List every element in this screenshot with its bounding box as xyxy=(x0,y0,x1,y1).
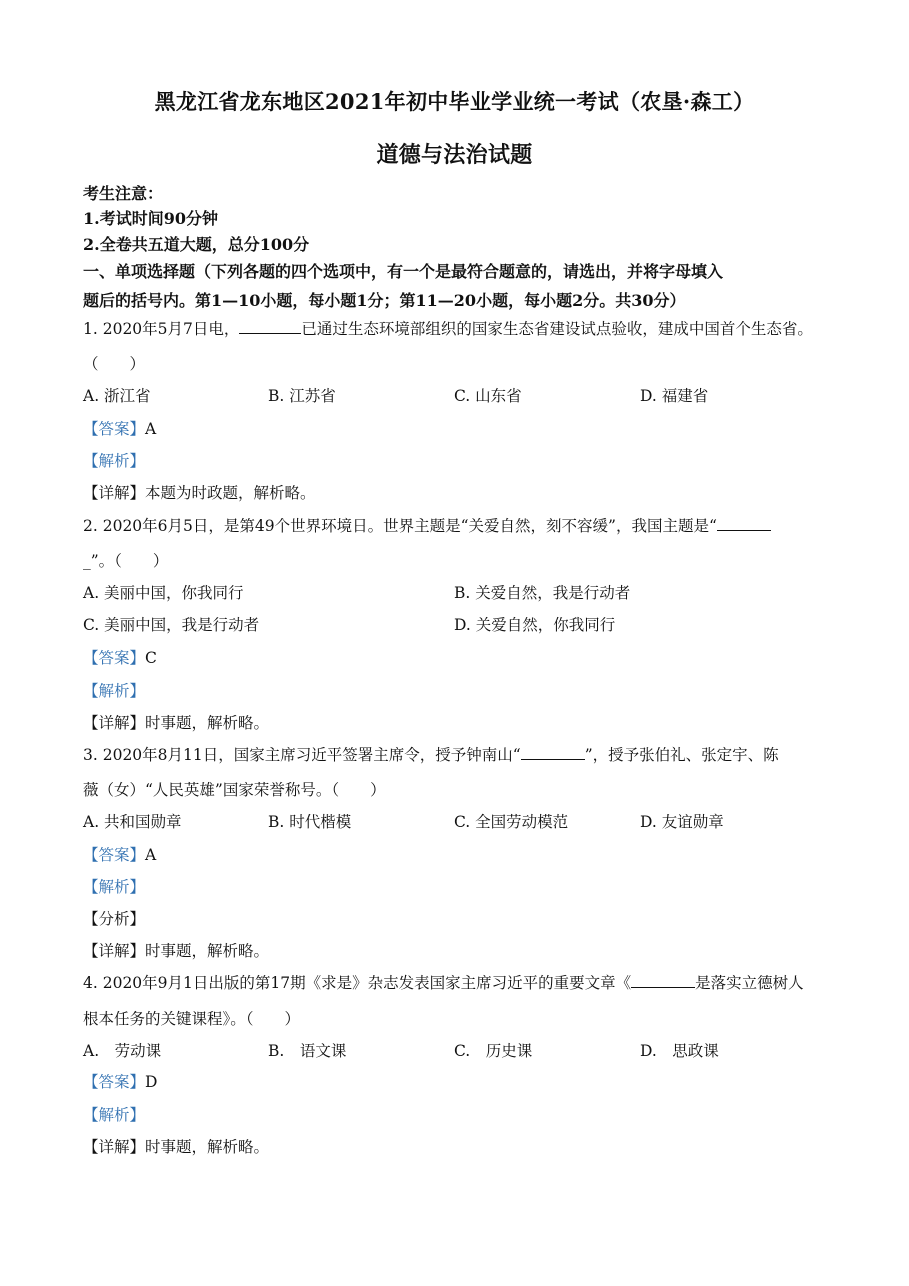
question-2-stem-line-2: _”。（ ） xyxy=(83,552,169,570)
q2-option-d: D. 关爱自然，你我同行 xyxy=(454,616,616,634)
q4-option-a: A. 劳动课 xyxy=(83,1042,162,1060)
q1-option-c: C. 山东省 xyxy=(454,387,522,405)
q1-option-b: B. 江苏省 xyxy=(268,387,336,405)
q2-option-b: B. 关爱自然，我是行动者 xyxy=(454,584,631,602)
q3-answer: 【答案】A xyxy=(83,846,157,864)
exam-title: 黑龙江省龙东地区2021年初中毕业学业统一考试（农垦·森工） xyxy=(154,89,755,114)
q4-detail: 【详解】时事题，解析略。 xyxy=(83,1138,270,1156)
q2-analysis-label: 【解析】 xyxy=(83,682,146,700)
q2-detail: 【详解】时事题，解析略。 xyxy=(83,714,270,732)
q3-option-c: C. 全国劳动模范 xyxy=(454,813,569,831)
q2-option-a: A. 美丽中国，你我同行 xyxy=(83,584,244,602)
q2-answer: 【答案】C xyxy=(83,649,157,667)
q2-option-c: C. 美丽中国，我是行动者 xyxy=(83,616,260,634)
q3-option-b: B. 时代楷模 xyxy=(268,813,352,831)
notice-item-2: 2.全卷共五道大题，总分100分 xyxy=(83,235,310,254)
q3-analysis-label: 【解析】 xyxy=(83,878,146,896)
q3-fenxi-label: 【分析】 xyxy=(83,910,146,928)
q1-detail: 【详解】本题为时政题，解析略。 xyxy=(83,484,316,502)
q4-option-b: B. 语文课 xyxy=(268,1042,347,1060)
section-1-instructions-line-1: 一、单项选择题（下列各题的四个选项中，有一个是最符合题意的，请选出，并将字母填入 xyxy=(83,262,724,281)
answer-blank xyxy=(521,745,585,760)
question-3-stem: 3. 2020年8月11日，国家主席习近平签署主席令，授予钟南山“ ”，授予张伯礼、张定宇、陈 xyxy=(83,746,779,764)
section-1-instructions-line-2: 题后的括号内。第1—10小题，每小题1分；第11—20小题，每小题2分。共30分） xyxy=(83,291,686,310)
q4-option-c: C. 历史课 xyxy=(454,1042,533,1060)
q1-analysis-label: 【解析】 xyxy=(83,452,146,470)
answer-blank xyxy=(631,973,695,988)
answer-blank xyxy=(717,516,771,531)
answer-blank xyxy=(239,319,301,334)
question-4-stem: 4. 2020年9月1日出版的第17期《求是》杂志发表国家主席习近平的重要文章《 是落实立德树人 xyxy=(83,974,804,992)
q1-answer: 【答案】A xyxy=(83,420,157,438)
question-2-stem: 2. 2020年6月5日，是第49个世界环境日。世界主题是“关爱自然，刻不容缓”，我国主题是“ xyxy=(83,515,828,537)
notice-item-1: 1.考试时间90分钟 xyxy=(83,209,218,228)
q4-option-d: D. 思政课 xyxy=(640,1042,719,1060)
notice-heading: 考生注意： xyxy=(83,184,164,203)
q1-option-a: A. 浙江省 xyxy=(83,387,151,405)
question-3-stem-line-2: 薇（女）“人民英雄”国家荣誉称号。（ ） xyxy=(83,781,386,799)
question-1-bracket: （ ） xyxy=(83,355,146,373)
q1-option-d: D. 福建省 xyxy=(640,387,709,405)
q4-answer: 【答案】D xyxy=(83,1073,158,1091)
q4-analysis-label: 【解析】 xyxy=(83,1106,146,1124)
exam-subtitle: 道德与法治试题 xyxy=(376,142,533,168)
question-1-stem: 1. 2020年5月7日电， 已通过生态环境部组织的国家生态省建设试点验收，建成中国首个生态省。 xyxy=(83,320,813,338)
q3-detail: 【详解】时事题，解析略。 xyxy=(83,942,270,960)
q3-option-a: A. 共和国勋章 xyxy=(83,813,182,831)
q3-option-d: D. 友谊勋章 xyxy=(640,813,724,831)
question-4-stem-line-2: 根本任务的关键课程》。（ ） xyxy=(83,1010,301,1028)
